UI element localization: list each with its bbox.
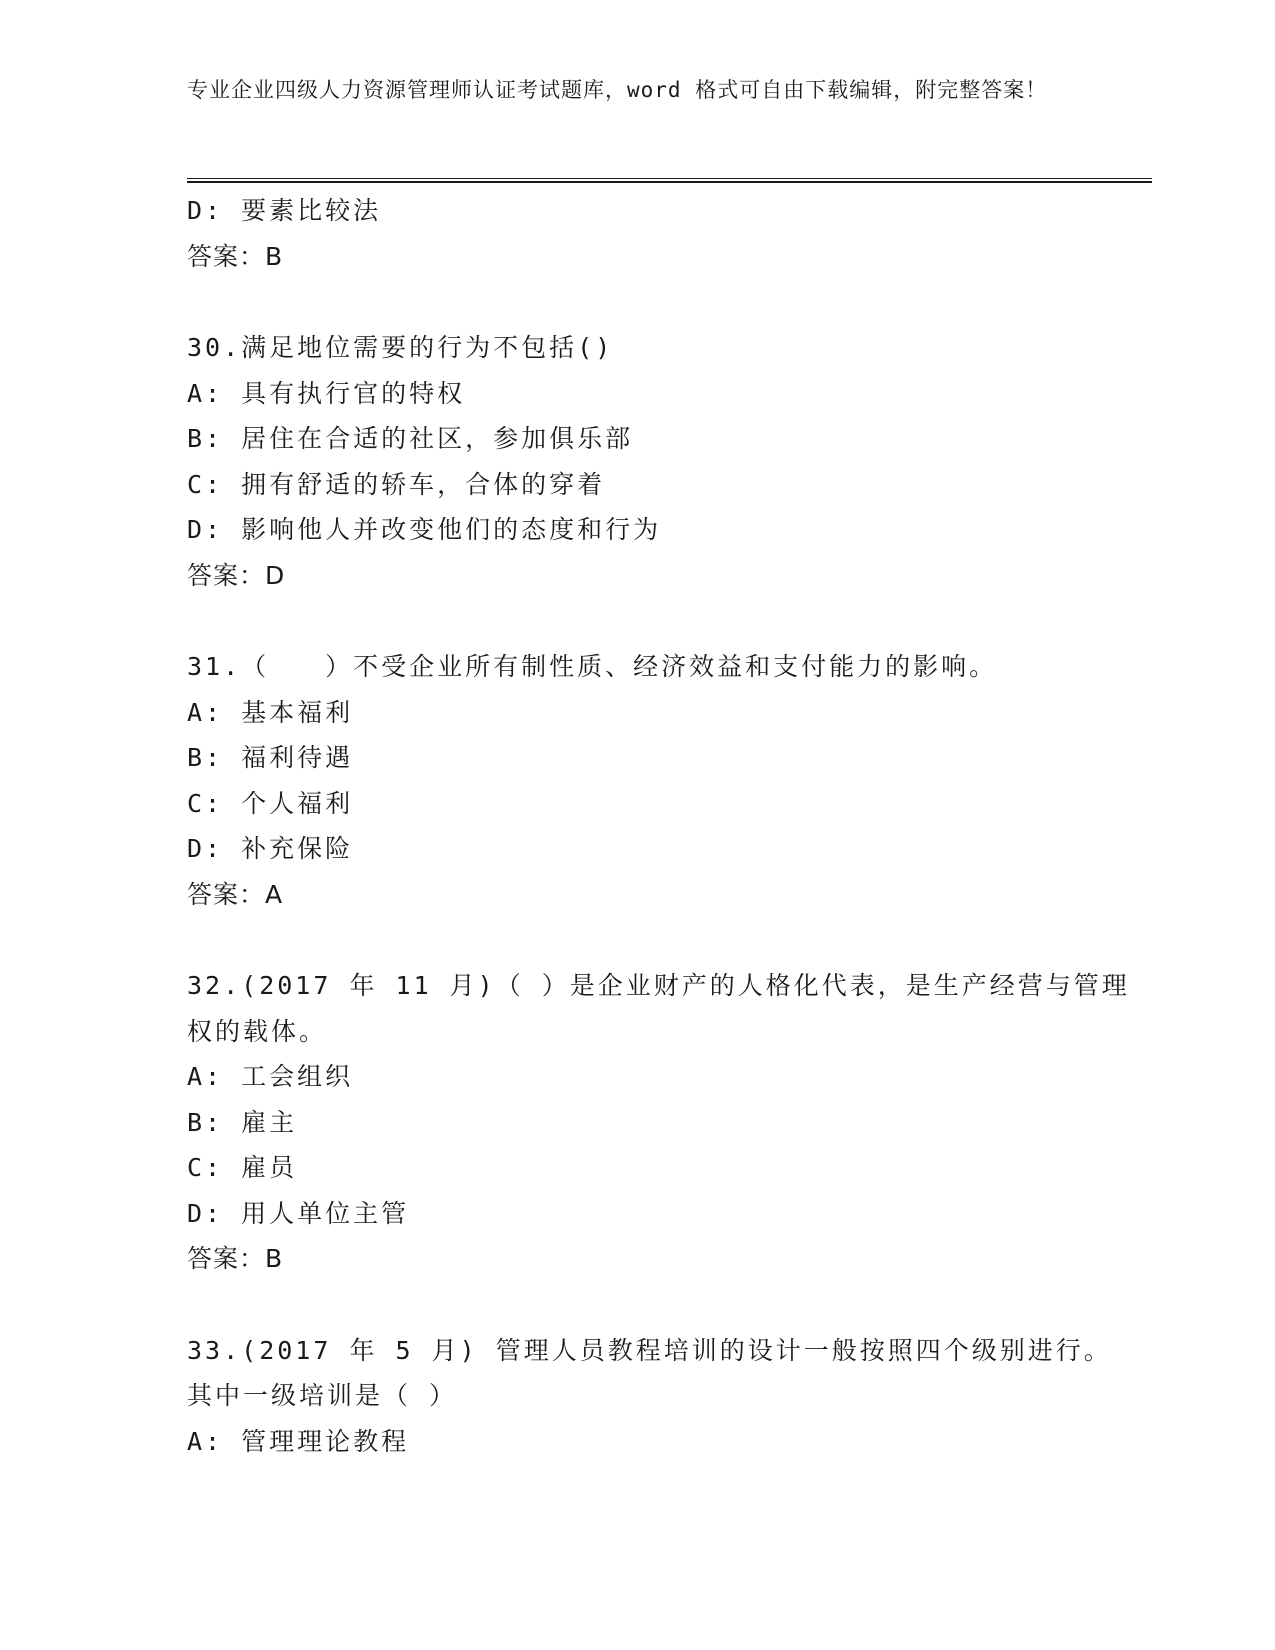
- option-line: D: 要素比较法: [187, 196, 382, 225]
- option-line: B: 居住在合适的社区，参加俱乐部: [187, 424, 634, 453]
- option-line: C: 拥有舒适的轿车，合体的穿着: [187, 469, 606, 499]
- question-line: 30.满足地位需要的行为不包括(): [187, 333, 614, 362]
- spacer: [187, 279, 1087, 325]
- spacer: [187, 917, 1087, 963]
- option-line: D: 影响他人并改变他们的态度和行为: [187, 515, 662, 544]
- option-line: A: 基本福利: [187, 697, 354, 727]
- answer-line: 答案：B: [187, 1244, 284, 1273]
- spacer: [187, 598, 1087, 644]
- option-line: D: 用人单位主管: [187, 1198, 410, 1228]
- answer-line: 答案：B: [187, 241, 284, 271]
- header-divider: [187, 178, 1152, 183]
- option-line: B: 雇主: [187, 1107, 298, 1137]
- option-line: D: 补充保险: [187, 834, 354, 863]
- answer-line: 答案：D: [187, 560, 286, 590]
- question-line-continued: 权的载体。: [187, 1016, 328, 1046]
- question-line-continued: 其中一级培训是（ ）: [187, 1381, 458, 1410]
- header-note: 专业企业四级人力资源管理师认证考试题库，word 格式可自由下载编辑，附完整答案！: [187, 78, 1048, 102]
- question-list: [187, 188, 1130, 1464]
- option-line: C: 雇员: [187, 1153, 298, 1182]
- option-line: A: 工会组织: [187, 1062, 354, 1091]
- question-line: 31.（ ）不受企业所有制性质、经济效益和支付能力的影响。: [187, 652, 998, 681]
- option-line: A: 管理理论教程: [187, 1426, 410, 1456]
- option-line: C: 个人福利: [187, 788, 354, 818]
- question-line: 32.(2017 年 11 月)（ ）是企业财产的人格化代表，是生产经营与管理: [187, 971, 1130, 1000]
- answer-line: 答案：A: [187, 879, 284, 909]
- option-line: A: 具有执行官的特权: [187, 378, 466, 408]
- question-line: 33.(2017 年 5 月) 管理人员教程培训的设计一般按照四个级别进行。: [187, 1335, 1112, 1365]
- option-line: B: 福利待遇: [187, 743, 354, 772]
- spacer: [187, 1282, 1087, 1328]
